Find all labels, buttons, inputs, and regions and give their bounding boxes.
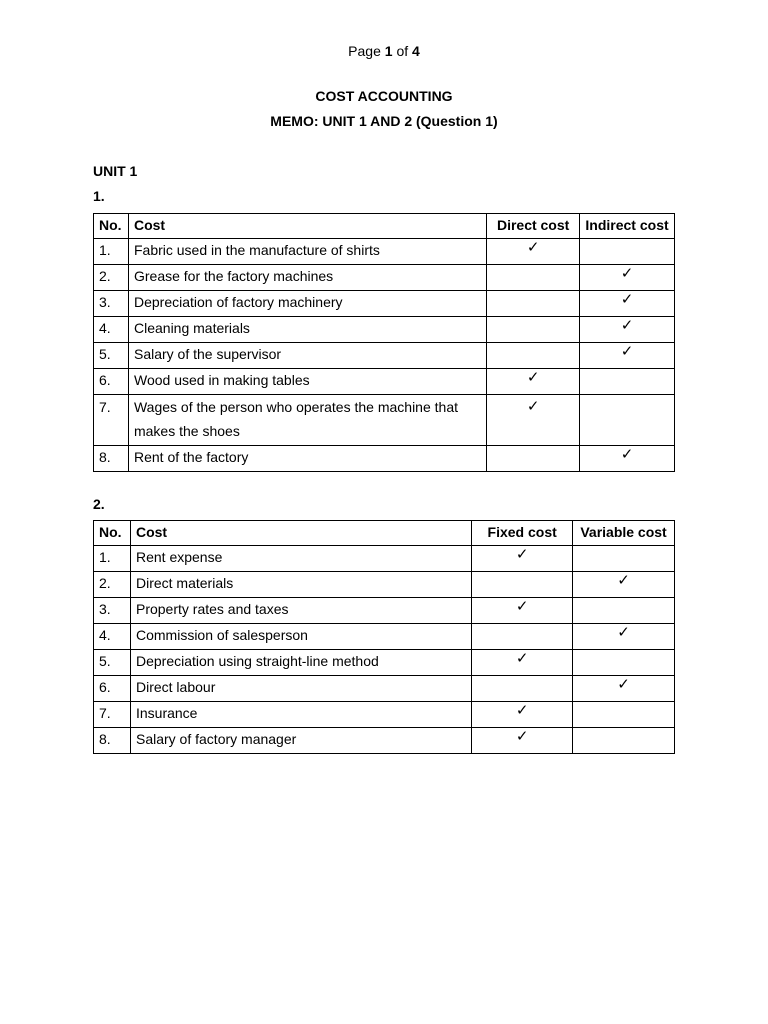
indirect-cost-check: ✓: [580, 317, 675, 343]
direct-cost-check: [487, 291, 580, 317]
row-cost: Direct materials: [130, 572, 471, 598]
cost-classification-table-1: [93, 213, 675, 472]
variable-cost-check: [573, 650, 675, 676]
row-cost: Wood used in making tables: [128, 369, 486, 395]
variable-cost-check: [573, 728, 675, 754]
fixed-cost-check: ✓: [472, 650, 573, 676]
direct-cost-check: [487, 343, 580, 369]
table-row: [94, 317, 675, 343]
direct-cost-check: [487, 317, 580, 343]
cost-classification-table-2: [93, 520, 675, 754]
row-number: 8.: [94, 728, 131, 754]
direct-cost-check: [487, 446, 580, 472]
document-subtitle: MEMO: UNIT 1 AND 2 (Question 1): [270, 113, 498, 129]
table-row: [94, 676, 675, 702]
header-variable-cost: Variable cost: [573, 521, 675, 546]
direct-cost-check: ✓: [487, 239, 580, 265]
row-number: 5.: [94, 650, 131, 676]
variable-cost-check: ✓: [573, 624, 675, 650]
table-row: [94, 369, 675, 395]
indirect-cost-check: ✓: [580, 343, 675, 369]
table-header-row: [94, 214, 675, 239]
indirect-cost-check: ✓: [580, 291, 675, 317]
row-number: 1.: [94, 546, 131, 572]
indirect-cost-check: [580, 369, 675, 395]
row-cost: Cleaning materials: [128, 317, 486, 343]
table-row: [94, 546, 675, 572]
page-total: 4: [412, 43, 420, 59]
row-number: 6.: [94, 369, 129, 395]
fixed-cost-check: ✓: [472, 598, 573, 624]
variable-cost-check: [573, 598, 675, 624]
question-2-label: 2.: [93, 496, 105, 512]
variable-cost-check: [573, 546, 675, 572]
question-1-label: 1.: [93, 188, 105, 204]
row-number: 7.: [94, 395, 129, 446]
row-number: 2.: [94, 265, 129, 291]
row-cost: Insurance: [130, 702, 471, 728]
document-title: COST ACCOUNTING: [315, 88, 453, 104]
indirect-cost-check: ✓: [580, 265, 675, 291]
fixed-cost-check: ✓: [472, 702, 573, 728]
page-number: [0, 43, 768, 59]
fixed-cost-check: ✓: [472, 546, 573, 572]
row-number: 8.: [94, 446, 129, 472]
row-cost: Property rates and taxes: [130, 598, 471, 624]
row-cost: Fabric used in the manufacture of shirts: [128, 239, 486, 265]
header-fixed-cost: Fixed cost: [472, 521, 573, 546]
row-cost: Rent of the factory: [128, 446, 486, 472]
table-row: [94, 343, 675, 369]
direct-cost-check: ✓: [487, 395, 580, 446]
page-current: 1: [384, 43, 393, 59]
header-indirect-cost: Indirect cost: [580, 214, 675, 239]
table-row: [94, 446, 675, 472]
unit-label: UNIT 1: [93, 163, 138, 179]
fixed-cost-check: [472, 624, 573, 650]
variable-cost-check: ✓: [573, 572, 675, 598]
row-cost: Wages of the person who operates the machine that makes the shoes: [128, 395, 486, 446]
table-row: [94, 650, 675, 676]
row-cost: Commission of salesperson: [130, 624, 471, 650]
row-cost: Depreciation of factory machinery: [128, 291, 486, 317]
indirect-cost-check: [580, 395, 675, 446]
table-row: [94, 291, 675, 317]
table-row: [94, 598, 675, 624]
header-direct-cost: Direct cost: [487, 214, 580, 239]
row-number: 3.: [94, 291, 129, 317]
row-number: 5.: [94, 343, 129, 369]
row-number: 7.: [94, 702, 131, 728]
indirect-cost-check: [580, 239, 675, 265]
fixed-cost-check: [472, 572, 573, 598]
fixed-cost-check: ✓: [472, 728, 573, 754]
page-prefix: Page: [348, 43, 381, 59]
direct-cost-check: ✓: [487, 369, 580, 395]
table-row: [94, 702, 675, 728]
row-cost: Depreciation using straight-line method: [130, 650, 471, 676]
fixed-cost-check: [472, 676, 573, 702]
row-number: 4.: [94, 317, 129, 343]
indirect-cost-check: ✓: [580, 446, 675, 472]
header-cost: Cost: [128, 214, 486, 239]
table-row: [94, 624, 675, 650]
row-cost: Salary of the supervisor: [128, 343, 486, 369]
table-row: [94, 265, 675, 291]
row-number: 6.: [94, 676, 131, 702]
table-row: [94, 572, 675, 598]
header-no: No.: [94, 521, 131, 546]
page-of: of: [396, 43, 409, 59]
header-no: No.: [94, 214, 129, 239]
row-cost: Direct labour: [130, 676, 471, 702]
row-number: 4.: [94, 624, 131, 650]
table-header-row: [94, 521, 675, 546]
row-number: 3.: [94, 598, 131, 624]
row-number: 2.: [94, 572, 131, 598]
table-row: [94, 395, 675, 446]
row-cost: Salary of factory manager: [130, 728, 471, 754]
row-number: 1.: [94, 239, 129, 265]
table-row: [94, 239, 675, 265]
variable-cost-check: [573, 702, 675, 728]
row-cost: Grease for the factory machines: [128, 265, 486, 291]
variable-cost-check: ✓: [573, 676, 675, 702]
table-row: [94, 728, 675, 754]
header-cost: Cost: [130, 521, 471, 546]
row-cost: Rent expense: [130, 546, 471, 572]
direct-cost-check: [487, 265, 580, 291]
